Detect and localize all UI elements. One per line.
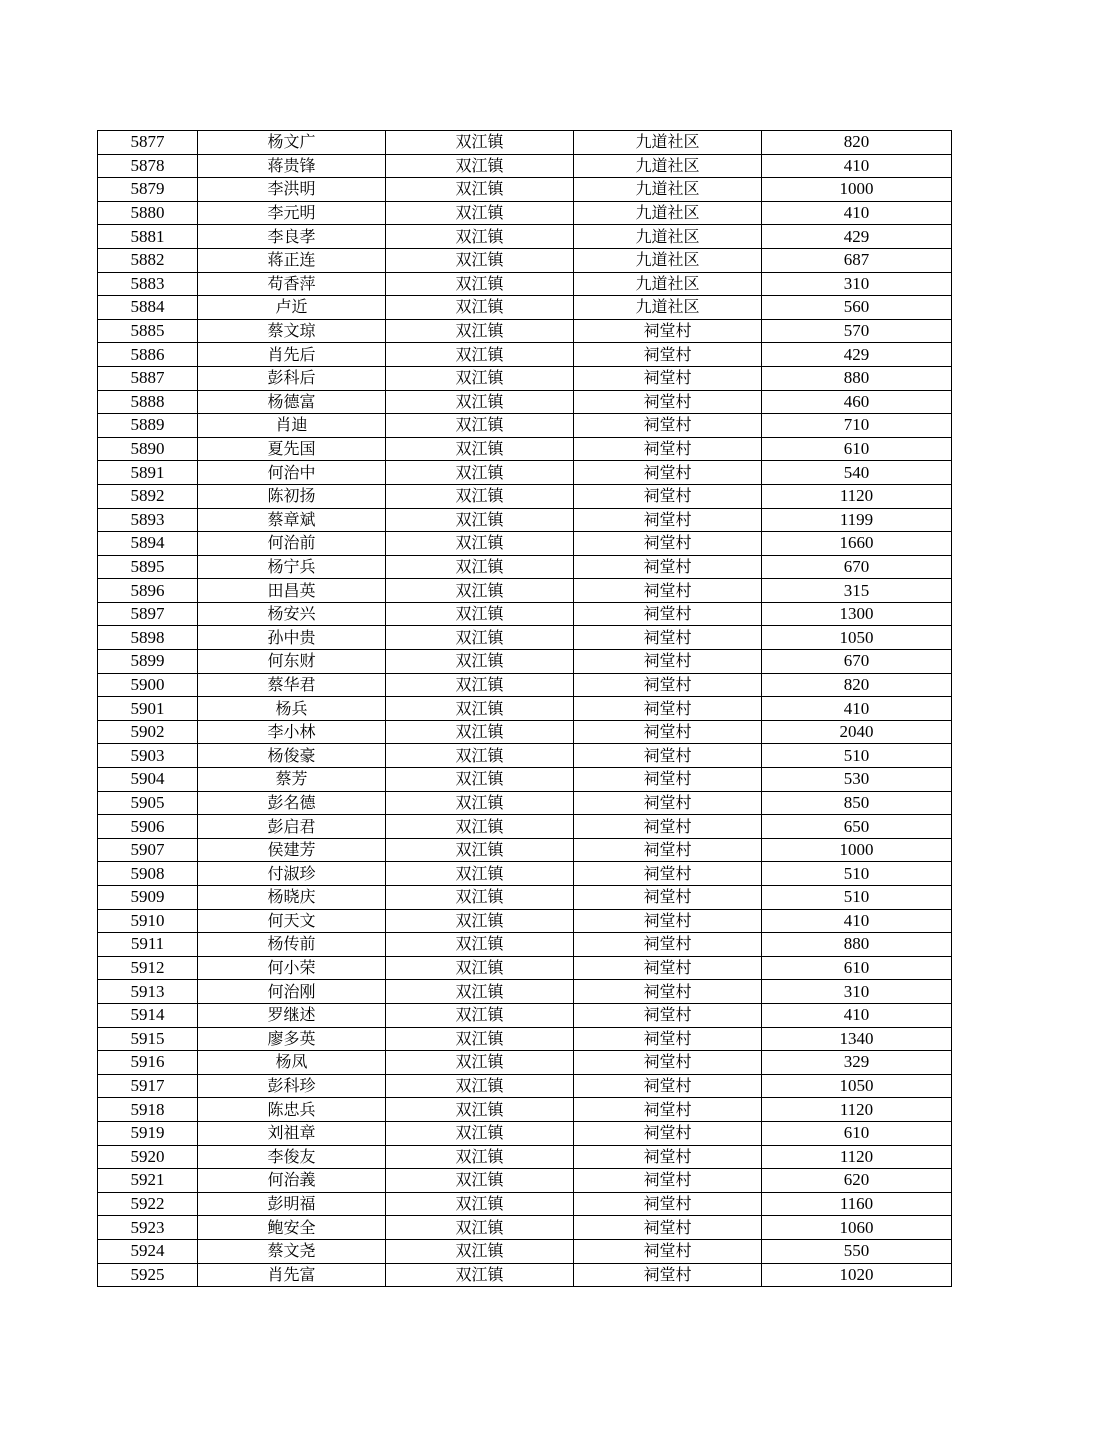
name-cell: 杨凤 (198, 1051, 386, 1075)
town-cell: 双江镇 (386, 909, 574, 933)
row-number-cell: 5890 (98, 437, 198, 461)
table-row (98, 720, 952, 744)
amount-cell: 820 (762, 673, 952, 697)
name-cell: 肖先富 (198, 1263, 386, 1287)
town-cell: 双江镇 (386, 131, 574, 155)
amount-cell: 429 (762, 225, 952, 249)
town-cell: 双江镇 (386, 1003, 574, 1027)
amount-cell: 1120 (762, 1098, 952, 1122)
amount-cell: 1340 (762, 1027, 952, 1051)
town-cell: 双江镇 (386, 1263, 574, 1287)
table-row (98, 319, 952, 343)
name-cell: 何治義 (198, 1169, 386, 1193)
village-cell: 九道社区 (574, 154, 762, 178)
village-cell: 祠堂村 (574, 838, 762, 862)
town-cell: 双江镇 (386, 956, 574, 980)
row-number-cell: 5886 (98, 343, 198, 367)
village-cell: 祠堂村 (574, 366, 762, 390)
town-cell: 双江镇 (386, 838, 574, 862)
table-row (98, 1027, 952, 1051)
name-cell: 杨晓庆 (198, 886, 386, 910)
table-row (98, 1003, 952, 1027)
village-cell: 祠堂村 (574, 343, 762, 367)
town-cell: 双江镇 (386, 933, 574, 957)
name-cell: 何东财 (198, 650, 386, 674)
name-cell: 蒋贵锋 (198, 154, 386, 178)
amount-cell: 460 (762, 390, 952, 414)
amount-cell: 1660 (762, 532, 952, 556)
town-cell: 双江镇 (386, 579, 574, 603)
name-cell: 鲍安全 (198, 1216, 386, 1240)
name-cell: 杨俊豪 (198, 744, 386, 768)
row-number-cell: 5887 (98, 366, 198, 390)
town-cell: 双江镇 (386, 248, 574, 272)
village-cell: 九道社区 (574, 248, 762, 272)
amount-cell: 1300 (762, 602, 952, 626)
town-cell: 双江镇 (386, 201, 574, 225)
row-number-cell: 5907 (98, 838, 198, 862)
amount-cell: 510 (762, 744, 952, 768)
row-number-cell: 5925 (98, 1263, 198, 1287)
name-cell: 陈初扬 (198, 484, 386, 508)
amount-cell: 820 (762, 131, 952, 155)
town-cell: 双江镇 (386, 1074, 574, 1098)
name-cell: 夏先国 (198, 437, 386, 461)
table-row (98, 343, 952, 367)
village-cell: 祠堂村 (574, 319, 762, 343)
amount-cell: 610 (762, 1121, 952, 1145)
village-cell: 祠堂村 (574, 697, 762, 721)
town-cell: 双江镇 (386, 532, 574, 556)
amount-cell: 1050 (762, 1074, 952, 1098)
name-cell: 蔡文尧 (198, 1239, 386, 1263)
row-number-cell: 5918 (98, 1098, 198, 1122)
town-cell: 双江镇 (386, 1216, 574, 1240)
town-cell: 双江镇 (386, 626, 574, 650)
table-row (98, 201, 952, 225)
row-number-cell: 5921 (98, 1169, 198, 1193)
table-row (98, 131, 952, 155)
table-row (98, 484, 952, 508)
amount-cell: 1050 (762, 626, 952, 650)
name-cell: 彭科珍 (198, 1074, 386, 1098)
amount-cell: 610 (762, 956, 952, 980)
village-cell: 祠堂村 (574, 886, 762, 910)
row-number-cell: 5906 (98, 815, 198, 839)
amount-cell: 880 (762, 933, 952, 957)
village-cell: 祠堂村 (574, 626, 762, 650)
town-cell: 双江镇 (386, 154, 574, 178)
table-row (98, 933, 952, 957)
name-cell: 付淑珍 (198, 862, 386, 886)
row-number-cell: 5891 (98, 461, 198, 485)
table-row (98, 1192, 952, 1216)
table-row (98, 1145, 952, 1169)
name-cell: 罗继述 (198, 1003, 386, 1027)
row-number-cell: 5881 (98, 225, 198, 249)
amount-cell: 1160 (762, 1192, 952, 1216)
town-cell: 双江镇 (386, 1098, 574, 1122)
row-number-cell: 5902 (98, 720, 198, 744)
village-cell: 祠堂村 (574, 1121, 762, 1145)
town-cell: 双江镇 (386, 178, 574, 202)
row-number-cell: 5889 (98, 414, 198, 438)
name-cell: 刘祖章 (198, 1121, 386, 1145)
village-cell: 祠堂村 (574, 862, 762, 886)
town-cell: 双江镇 (386, 461, 574, 485)
row-number-cell: 5899 (98, 650, 198, 674)
amount-cell: 1060 (762, 1216, 952, 1240)
amount-cell: 530 (762, 768, 952, 792)
village-cell: 九道社区 (574, 201, 762, 225)
village-cell: 九道社区 (574, 178, 762, 202)
village-cell: 祠堂村 (574, 532, 762, 556)
row-number-cell: 5920 (98, 1145, 198, 1169)
amount-cell: 650 (762, 815, 952, 839)
village-cell: 祠堂村 (574, 744, 762, 768)
table-row (98, 555, 952, 579)
table-row (98, 838, 952, 862)
table-row (98, 225, 952, 249)
amount-cell: 410 (762, 697, 952, 721)
village-cell: 九道社区 (574, 296, 762, 320)
name-cell: 廖多英 (198, 1027, 386, 1051)
town-cell: 双江镇 (386, 414, 574, 438)
town-cell: 双江镇 (386, 791, 574, 815)
row-number-cell: 5897 (98, 602, 198, 626)
town-cell: 双江镇 (386, 1239, 574, 1263)
row-number-cell: 5915 (98, 1027, 198, 1051)
village-cell: 九道社区 (574, 272, 762, 296)
name-cell: 彭科后 (198, 366, 386, 390)
row-number-cell: 5924 (98, 1239, 198, 1263)
table-row (98, 1263, 952, 1287)
village-cell: 祠堂村 (574, 461, 762, 485)
table-row (98, 956, 952, 980)
row-number-cell: 5893 (98, 508, 198, 532)
name-cell: 杨德富 (198, 390, 386, 414)
amount-cell: 310 (762, 272, 952, 296)
village-cell: 祠堂村 (574, 390, 762, 414)
amount-cell: 850 (762, 791, 952, 815)
row-number-cell: 5919 (98, 1121, 198, 1145)
table-row (98, 296, 952, 320)
village-cell: 祠堂村 (574, 1216, 762, 1240)
table-row (98, 461, 952, 485)
name-cell: 李俊友 (198, 1145, 386, 1169)
town-cell: 双江镇 (386, 272, 574, 296)
row-number-cell: 5917 (98, 1074, 198, 1098)
town-cell: 双江镇 (386, 673, 574, 697)
village-cell: 祠堂村 (574, 956, 762, 980)
village-cell: 祠堂村 (574, 437, 762, 461)
village-cell: 九道社区 (574, 131, 762, 155)
name-cell: 杨文广 (198, 131, 386, 155)
town-cell: 双江镇 (386, 1192, 574, 1216)
name-cell: 彭启君 (198, 815, 386, 839)
village-cell: 祠堂村 (574, 1239, 762, 1263)
table-row (98, 1098, 952, 1122)
village-cell: 九道社区 (574, 225, 762, 249)
row-number-cell: 5900 (98, 673, 198, 697)
village-cell: 祠堂村 (574, 602, 762, 626)
name-cell: 何天文 (198, 909, 386, 933)
name-cell: 蔡华君 (198, 673, 386, 697)
village-cell: 祠堂村 (574, 555, 762, 579)
amount-cell: 410 (762, 154, 952, 178)
table-row (98, 508, 952, 532)
village-cell: 祠堂村 (574, 909, 762, 933)
name-cell: 李良孝 (198, 225, 386, 249)
village-cell: 祠堂村 (574, 673, 762, 697)
name-cell: 田昌英 (198, 579, 386, 603)
town-cell: 双江镇 (386, 343, 574, 367)
row-number-cell: 5922 (98, 1192, 198, 1216)
table-row (98, 602, 952, 626)
town-cell: 双江镇 (386, 744, 574, 768)
village-cell: 祠堂村 (574, 1051, 762, 1075)
amount-cell: 310 (762, 980, 952, 1004)
village-cell: 祠堂村 (574, 1263, 762, 1287)
town-cell: 双江镇 (386, 225, 574, 249)
town-cell: 双江镇 (386, 980, 574, 1004)
name-cell: 蔡章斌 (198, 508, 386, 532)
name-cell: 李小林 (198, 720, 386, 744)
name-cell: 何治中 (198, 461, 386, 485)
name-cell: 肖先后 (198, 343, 386, 367)
town-cell: 双江镇 (386, 720, 574, 744)
table-row (98, 697, 952, 721)
name-cell: 蒋正连 (198, 248, 386, 272)
amount-cell: 410 (762, 201, 952, 225)
town-cell: 双江镇 (386, 390, 574, 414)
row-number-cell: 5878 (98, 154, 198, 178)
row-number-cell: 5910 (98, 909, 198, 933)
row-number-cell: 5883 (98, 272, 198, 296)
name-cell: 肖迪 (198, 414, 386, 438)
amount-cell: 670 (762, 555, 952, 579)
village-cell: 祠堂村 (574, 980, 762, 1004)
row-number-cell: 5888 (98, 390, 198, 414)
village-cell: 祠堂村 (574, 414, 762, 438)
table-row (98, 154, 952, 178)
town-cell: 双江镇 (386, 484, 574, 508)
amount-cell: 880 (762, 366, 952, 390)
amount-cell: 329 (762, 1051, 952, 1075)
town-cell: 双江镇 (386, 508, 574, 532)
roster-table (97, 130, 952, 1287)
table-row (98, 272, 952, 296)
table-row (98, 626, 952, 650)
name-cell: 卢近 (198, 296, 386, 320)
town-cell: 双江镇 (386, 296, 574, 320)
table-row (98, 1121, 952, 1145)
village-cell: 祠堂村 (574, 508, 762, 532)
row-number-cell: 5894 (98, 532, 198, 556)
table-row (98, 1216, 952, 1240)
name-cell: 陈忠兵 (198, 1098, 386, 1122)
amount-cell: 1000 (762, 838, 952, 862)
table-row (98, 815, 952, 839)
town-cell: 双江镇 (386, 602, 574, 626)
table-row (98, 744, 952, 768)
town-cell: 双江镇 (386, 319, 574, 343)
name-cell: 杨宁兵 (198, 555, 386, 579)
row-number-cell: 5884 (98, 296, 198, 320)
name-cell: 杨安兴 (198, 602, 386, 626)
row-number-cell: 5885 (98, 319, 198, 343)
row-number-cell: 5892 (98, 484, 198, 508)
amount-cell: 315 (762, 579, 952, 603)
name-cell: 何小荣 (198, 956, 386, 980)
town-cell: 双江镇 (386, 1121, 574, 1145)
table-row (98, 1239, 952, 1263)
village-cell: 祠堂村 (574, 933, 762, 957)
row-number-cell: 5880 (98, 201, 198, 225)
village-cell: 祠堂村 (574, 1169, 762, 1193)
amount-cell: 570 (762, 319, 952, 343)
village-cell: 祠堂村 (574, 1003, 762, 1027)
amount-cell: 620 (762, 1169, 952, 1193)
name-cell: 孙中贵 (198, 626, 386, 650)
table-row (98, 579, 952, 603)
amount-cell: 510 (762, 886, 952, 910)
amount-cell: 550 (762, 1239, 952, 1263)
amount-cell: 540 (762, 461, 952, 485)
row-number-cell: 5896 (98, 579, 198, 603)
table-row (98, 178, 952, 202)
row-number-cell: 5916 (98, 1051, 198, 1075)
name-cell: 李洪明 (198, 178, 386, 202)
table-row (98, 980, 952, 1004)
table-row (98, 532, 952, 556)
amount-cell: 1020 (762, 1263, 952, 1287)
amount-cell: 687 (762, 248, 952, 272)
table-row (98, 673, 952, 697)
village-cell: 祠堂村 (574, 1074, 762, 1098)
village-cell: 祠堂村 (574, 1145, 762, 1169)
village-cell: 祠堂村 (574, 791, 762, 815)
town-cell: 双江镇 (386, 1145, 574, 1169)
table-row (98, 1169, 952, 1193)
row-number-cell: 5908 (98, 862, 198, 886)
village-cell: 祠堂村 (574, 720, 762, 744)
table-row (98, 862, 952, 886)
name-cell: 彭明福 (198, 1192, 386, 1216)
name-cell: 彭名德 (198, 791, 386, 815)
amount-cell: 510 (762, 862, 952, 886)
row-number-cell: 5923 (98, 1216, 198, 1240)
row-number-cell: 5909 (98, 886, 198, 910)
row-number-cell: 5912 (98, 956, 198, 980)
row-number-cell: 5904 (98, 768, 198, 792)
row-number-cell: 5911 (98, 933, 198, 957)
amount-cell: 1199 (762, 508, 952, 532)
amount-cell: 429 (762, 343, 952, 367)
village-cell: 祠堂村 (574, 650, 762, 674)
table-row (98, 248, 952, 272)
row-number-cell: 5903 (98, 744, 198, 768)
row-number-cell: 5882 (98, 248, 198, 272)
town-cell: 双江镇 (386, 1169, 574, 1193)
row-number-cell: 5901 (98, 697, 198, 721)
row-number-cell: 5895 (98, 555, 198, 579)
name-cell: 蔡芳 (198, 768, 386, 792)
row-number-cell: 5877 (98, 131, 198, 155)
town-cell: 双江镇 (386, 815, 574, 839)
town-cell: 双江镇 (386, 768, 574, 792)
row-number-cell: 5905 (98, 791, 198, 815)
name-cell: 何治刚 (198, 980, 386, 1004)
table-row (98, 437, 952, 461)
table-row (98, 390, 952, 414)
village-cell: 祠堂村 (574, 1027, 762, 1051)
row-number-cell: 5898 (98, 626, 198, 650)
name-cell: 蔡文琼 (198, 319, 386, 343)
amount-cell: 1120 (762, 1145, 952, 1169)
name-cell: 何治前 (198, 532, 386, 556)
town-cell: 双江镇 (386, 437, 574, 461)
village-cell: 祠堂村 (574, 1098, 762, 1122)
village-cell: 祠堂村 (574, 815, 762, 839)
amount-cell: 560 (762, 296, 952, 320)
table-row (98, 1051, 952, 1075)
amount-cell: 1000 (762, 178, 952, 202)
village-cell: 祠堂村 (574, 768, 762, 792)
amount-cell: 1120 (762, 484, 952, 508)
amount-cell: 610 (762, 437, 952, 461)
town-cell: 双江镇 (386, 697, 574, 721)
roster-table-body (98, 131, 952, 1287)
amount-cell: 410 (762, 909, 952, 933)
table-row (98, 886, 952, 910)
table-row (98, 414, 952, 438)
town-cell: 双江镇 (386, 1027, 574, 1051)
town-cell: 双江镇 (386, 366, 574, 390)
table-row (98, 366, 952, 390)
table-row (98, 650, 952, 674)
name-cell: 杨传前 (198, 933, 386, 957)
name-cell: 苟香萍 (198, 272, 386, 296)
name-cell: 李元明 (198, 201, 386, 225)
village-cell: 祠堂村 (574, 484, 762, 508)
town-cell: 双江镇 (386, 1051, 574, 1075)
amount-cell: 670 (762, 650, 952, 674)
name-cell: 杨兵 (198, 697, 386, 721)
town-cell: 双江镇 (386, 862, 574, 886)
row-number-cell: 5914 (98, 1003, 198, 1027)
village-cell: 祠堂村 (574, 579, 762, 603)
name-cell: 侯建芳 (198, 838, 386, 862)
town-cell: 双江镇 (386, 650, 574, 674)
table-row (98, 768, 952, 792)
town-cell: 双江镇 (386, 555, 574, 579)
table-row (98, 791, 952, 815)
town-cell: 双江镇 (386, 886, 574, 910)
table-row (98, 909, 952, 933)
amount-cell: 710 (762, 414, 952, 438)
table-row (98, 1074, 952, 1098)
village-cell: 祠堂村 (574, 1192, 762, 1216)
amount-cell: 2040 (762, 720, 952, 744)
row-number-cell: 5913 (98, 980, 198, 1004)
amount-cell: 410 (762, 1003, 952, 1027)
row-number-cell: 5879 (98, 178, 198, 202)
